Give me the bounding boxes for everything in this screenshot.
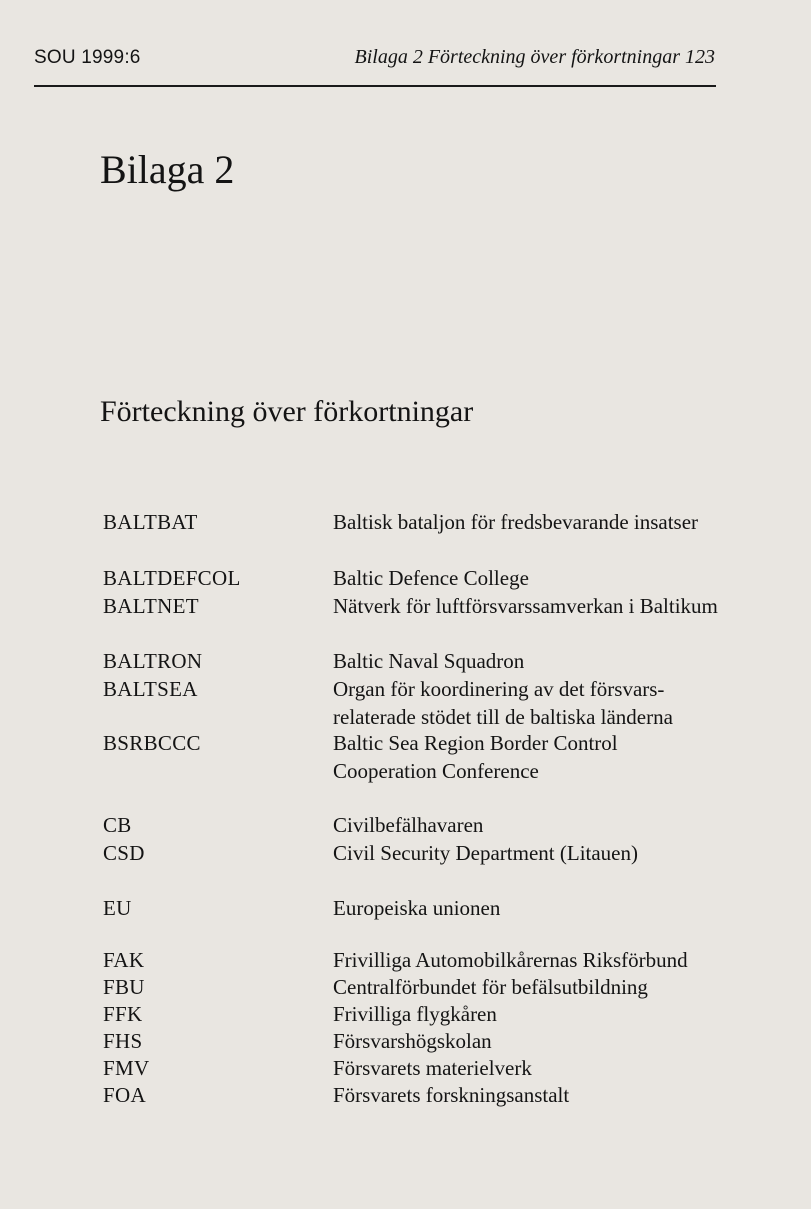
abbreviation: FMV bbox=[103, 1056, 150, 1080]
definition: Baltisk bataljon för fredsbevarande insatser bbox=[333, 510, 699, 534]
abbreviation: FFK bbox=[103, 1002, 143, 1026]
abbreviation: BALTSEA bbox=[103, 677, 198, 701]
abbreviation: BALTBAT bbox=[103, 510, 198, 534]
abbreviation: BALTRON bbox=[103, 649, 203, 673]
abbreviation: BALTDEFCOL bbox=[103, 566, 241, 590]
section-heading: Förteckning över förkortningar bbox=[100, 395, 474, 428]
header-report-id: SOU 1999:6 bbox=[34, 47, 141, 68]
page-title: Bilaga 2 bbox=[100, 147, 235, 192]
definition: Baltic Naval Squadron bbox=[333, 649, 525, 673]
definition: Organ för koordinering av det försvars-relaterade stödet till de baltiska länderna bbox=[333, 677, 673, 729]
definition: Nätverk för luftförsvarssamverkan i Baltikum bbox=[333, 594, 718, 618]
abbreviation: FOA bbox=[103, 1083, 146, 1107]
abbreviation: CSD bbox=[103, 841, 145, 865]
definition: Civil Security Department (Litauen) bbox=[333, 841, 638, 865]
definition: Centralförbundet för befälsutbildning bbox=[333, 975, 648, 999]
definition: Försvarets materielverk bbox=[333, 1056, 532, 1080]
abbreviation: EU bbox=[103, 896, 132, 920]
definition: Europeiska unionen bbox=[333, 896, 501, 920]
definition: Baltic Defence College bbox=[333, 566, 529, 590]
definition: Försvarshögskolan bbox=[333, 1029, 492, 1053]
definition: Försvarets forskningsanstalt bbox=[333, 1083, 570, 1107]
definition: Civilbefälhavaren bbox=[333, 813, 484, 837]
header-running-title: Bilaga 2 Förteckning över förkortningar 123 bbox=[354, 46, 715, 68]
abbreviation: FHS bbox=[103, 1029, 143, 1053]
header-rule bbox=[34, 85, 716, 87]
definition: Frivilliga flygkåren bbox=[333, 1002, 497, 1026]
abbreviation: FAK bbox=[103, 948, 145, 972]
definition: Frivilliga Automobilkårernas Riksförbund bbox=[333, 948, 688, 972]
abbreviation: BSRBCCC bbox=[103, 731, 201, 755]
definition: Baltic Sea Region Border Control Cooperation Conference bbox=[333, 731, 618, 783]
abbreviation: BALTNET bbox=[103, 594, 199, 618]
abbreviation: FBU bbox=[103, 975, 145, 999]
abbreviation: CB bbox=[103, 813, 132, 837]
